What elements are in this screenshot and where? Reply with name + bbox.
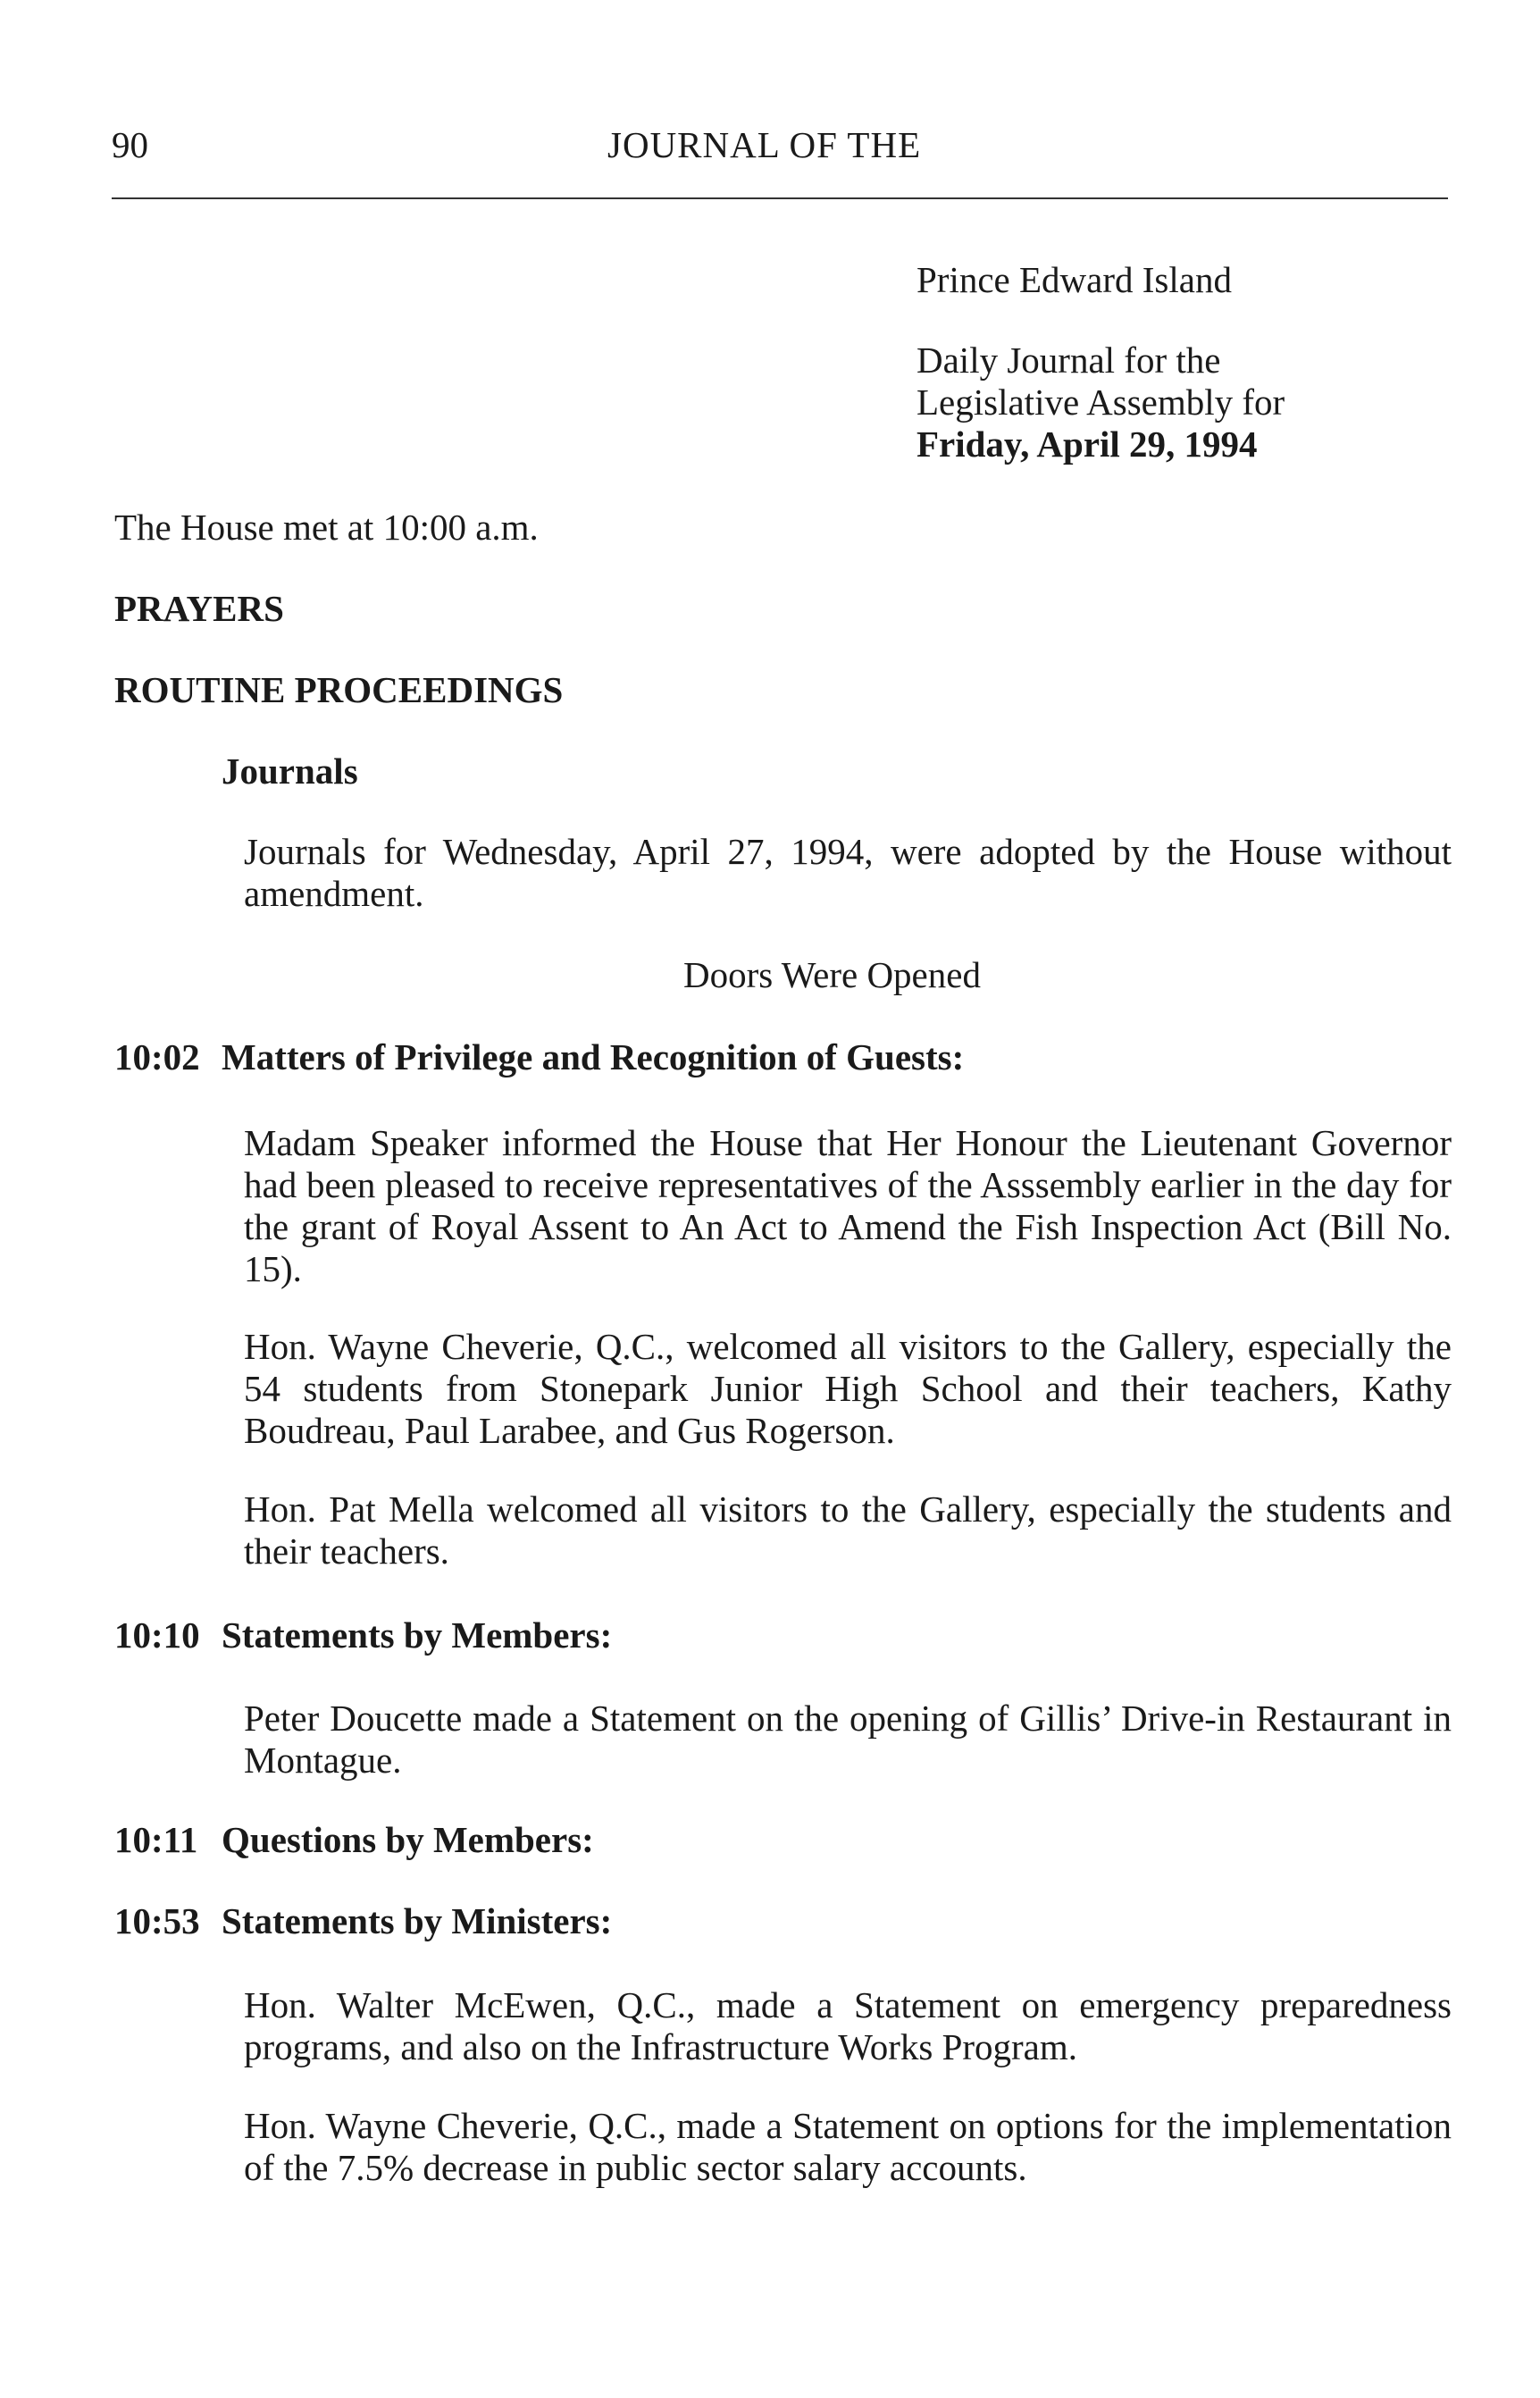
masthead-line-1: Daily Journal for the xyxy=(916,340,1221,381)
opening-line: The House met at 10:00 a.m. xyxy=(114,507,539,548)
doors-opened: Doors Were Opened xyxy=(683,954,981,995)
ministers-statements-time: 10:53 xyxy=(114,1900,200,1941)
prayers-heading: PRAYERS xyxy=(114,588,284,629)
page-number: 90 xyxy=(112,124,148,165)
ministers-statements-heading: Statements by Ministers: xyxy=(222,1900,613,1941)
privilege-paragraph-1: Madam Speaker informed the House that Her Honour the Lieutenant Governor had been pleased to receive representatives of the Asssembly earlier in the day for the grant of Royal Assent to An Act to Amend the Fish Inspection Act (Bill No. 15). xyxy=(244,1122,1452,1289)
privilege-paragraph-3: Hon. Pat Mella welcomed all visitors to the Gallery, especially the students and their teachers. xyxy=(244,1488,1452,1572)
journals-paragraph: Journals for Wednesday, April 27, 1994, were adopted by the House without amendment. xyxy=(244,831,1452,914)
ministers-statements-paragraph-1: Hon. Walter McEwen, Q.C., made a Statement on emergency preparedness programs, and also on the Infrastructure Works Program. xyxy=(244,1984,1452,2067)
members-statements-paragraph: Peter Doucette made a Statement on the opening of Gillis’ Drive-in Restaurant in Montague. xyxy=(244,1698,1452,1781)
questions-time: 10:11 xyxy=(114,1819,198,1860)
routine-proceedings-heading: ROUTINE PROCEEDINGS xyxy=(114,669,564,710)
privilege-time: 10:02 xyxy=(114,1036,200,1077)
questions-heading: Questions by Members: xyxy=(222,1819,594,1860)
members-statements-heading: Statements by Members: xyxy=(222,1614,613,1656)
ministers-statements-paragraph-2: Hon. Wayne Cheverie, Q.C., made a Statement on options for the implementation of the 7.5% decrease in public sector salary accounts. xyxy=(244,2105,1452,2188)
members-statements-time: 10:10 xyxy=(114,1614,200,1656)
masthead-line-2: Legislative Assembly for xyxy=(916,382,1285,423)
journals-heading: Journals xyxy=(222,750,358,792)
privilege-paragraph-2: Hon. Wayne Cheverie, Q.C., welcomed all visitors to the Gallery, especially the 54 students from Stonepark Junior High School and their teachers, Kathy Boudreau, Paul Larabee, and Gus Rogerson. xyxy=(244,1326,1452,1451)
masthead-province: Prince Edward Island xyxy=(916,259,1232,300)
running-head-title: JOURNAL OF THE xyxy=(607,124,922,165)
masthead-date: Friday, April 29, 1994 xyxy=(916,423,1258,465)
privilege-heading: Matters of Privilege and Recognition of Guests: xyxy=(222,1036,965,1077)
header-rule xyxy=(112,197,1448,199)
